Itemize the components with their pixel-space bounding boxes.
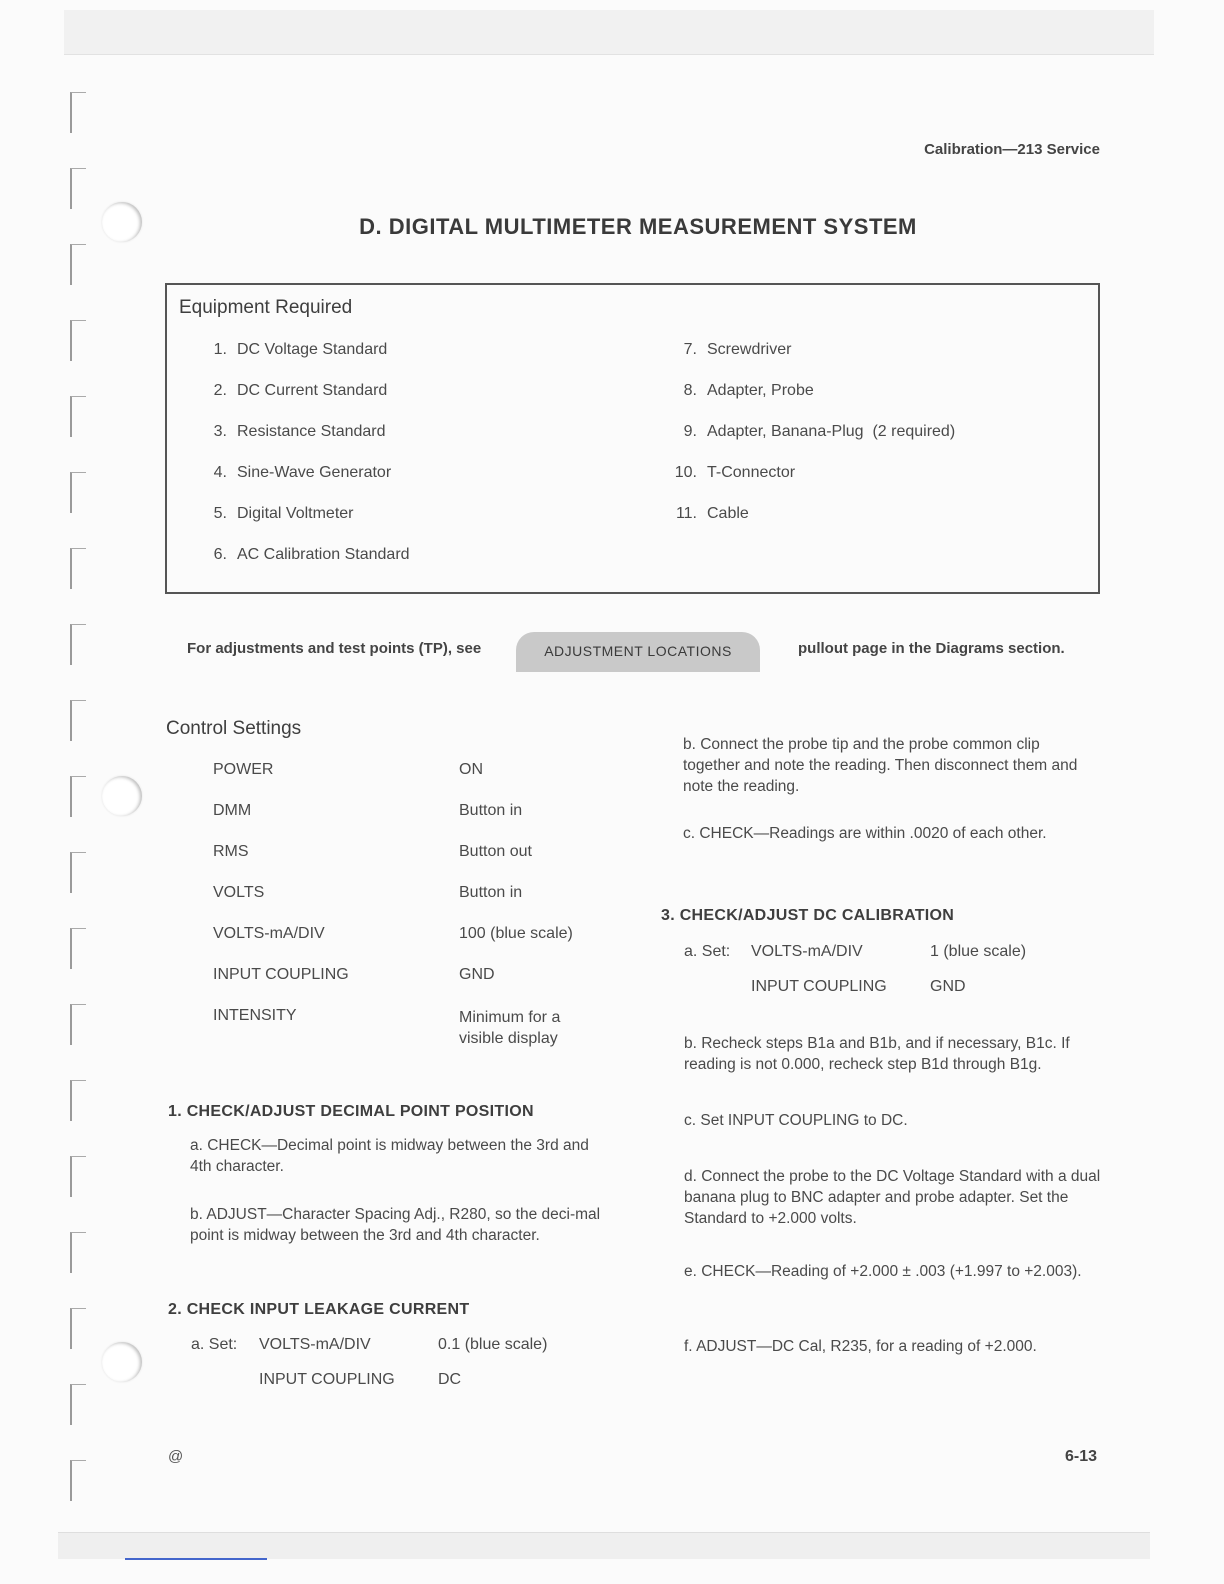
margin-bracket [70,1384,86,1425]
page-number: 6-13 [1064,1448,1097,1465]
item-number: 7. [683,341,697,358]
control-settings-title: Control Settings [166,718,302,739]
setting-control: DMM [213,802,252,819]
item-number: 9. [683,423,697,440]
margin-bracket [70,548,86,589]
equipment-title: Equipment Required [179,297,353,318]
footer-symbol: @ [168,1448,184,1465]
step3-set-label: a. Set: [684,943,731,960]
setting-control: VOLTS-mA/DIV [213,925,325,942]
equipment-item [673,464,795,482]
margin-bracket [70,396,86,437]
margin-bracket [70,472,86,513]
margin-bracket [70,624,86,665]
step2-set-label: a. Set: [191,1336,238,1353]
step3-b: b. Recheck steps B1a and B1b, and if necessary, B1c. If reading is not 0.000, recheck step B1d through B1g. [684,1035,1070,1073]
equipment-item [673,505,749,523]
margin-bracket [70,1308,86,1349]
margin-bracket [70,1080,86,1121]
item-number: 4. [213,464,227,481]
adjustment-prefix-text: For adjustments and test points (TP), see [187,640,482,657]
equipment-item [203,546,410,564]
equipment-item [673,341,791,359]
item-number: 5. [213,505,227,522]
margin-bracket [70,1004,86,1045]
margin-bracket [70,92,86,133]
item-number: 8. [683,382,697,399]
item-label: Screwdriver [707,341,792,358]
equipment-item [203,382,387,400]
equipment-item [673,382,814,400]
adjustment-suffix-text: pullout page in the Diagrams section. [798,640,1065,657]
step1-b: b. ADJUST—Character Spacing Adj., R280, so the deci-mal point is midway between the 3rd and 4th character. [190,1206,601,1244]
step1-a: a. CHECK—Decimal point is midway between the 3rd and 4th character. [190,1137,589,1175]
step3-e: e. CHECK—Reading of +2.000 ± .003 (+1.997 to +2.003). [684,1263,1082,1280]
setting-value: Button in [459,802,523,819]
item-label: DC Voltage Standard [237,341,388,358]
equipment-item [203,464,391,482]
equipment-item [203,505,354,523]
step1-heading: 1. CHECK/ADJUST DECIMAL POINT POSITION [168,1103,534,1120]
margin-bracket [70,244,86,285]
setting-control: VOLTS [213,884,265,901]
equipment-item [203,341,387,359]
setting-control: INTENSITY [213,1007,297,1024]
margin-bracket [70,168,86,209]
item-label: Digital Voltmeter [237,505,354,522]
item-number: 10. [674,464,697,481]
step3-f: f. ADJUST—DC Cal, R235, for a reading of +2.000. [684,1338,1037,1355]
step3-value-1: 1 (blue scale) [930,943,1027,960]
step3-value-2: GND [930,978,966,995]
margin-bracket [70,700,86,741]
setting-value: ON [459,761,483,778]
item-label: DC Current Standard [237,382,388,399]
item-number: 11. [675,505,697,522]
scan-bottom-band [58,1532,1150,1559]
step2-b: b. Connect the probe tip and the probe common clip together and note the reading. Then disconnect them and note the reading. [683,736,1078,795]
equipment-item [203,423,386,441]
step3-control-2: INPUT COUPLING [751,978,887,995]
running-head: Calibration—213 Service [924,141,1100,158]
item-label: Adapter, Probe [707,382,814,399]
item-label: Sine-Wave Generator [237,464,392,481]
item-number: 2. [213,382,227,399]
item-label: Cable [707,505,749,522]
page-title: D. DIGITAL MULTIMETER MEASUREMENT SYSTEM [359,214,917,239]
item-label: Adapter, Banana-Plug (2 required) [707,423,956,440]
step3-d: d. Connect the probe to the DC Voltage Standard with a dual banana plug to BNC adapter and probe adapter. Set the Standard to +2.000 volts. [684,1168,1101,1227]
item-label: AC Calibration Standard [237,546,410,563]
margin-bracket [70,928,86,969]
setting-control: INPUT COUPLING [213,966,349,983]
step3-heading: 3. CHECK/ADJUST DC CALIBRATION [661,907,955,924]
item-number: 6. [213,546,227,563]
step2-c: c. CHECK—Readings are within .0020 of each other. [683,825,1047,842]
margin-bracket [70,776,86,817]
setting-value: Minimum for a visible display [459,1009,561,1047]
step2-value-1: 0.1 (blue scale) [438,1336,548,1353]
item-number: 3. [213,423,227,440]
binder-hole [102,1342,142,1382]
item-label: T-Connector [707,464,796,481]
scan-bottom-line [125,1558,267,1560]
setting-value: Button out [459,843,532,860]
setting-value: Button in [459,884,523,901]
equipment-box [165,283,1100,594]
step2-value-2: DC [438,1371,462,1388]
equipment-item [673,423,955,441]
item-number: 1. [213,341,227,358]
scan-top-band [64,10,1154,55]
margin-bracket [70,1156,86,1197]
margin-bracket [70,320,86,361]
step2-control-1: VOLTS-mA/DIV [259,1336,371,1353]
step2-control-2: INPUT COUPLING [259,1371,395,1388]
step2-heading: 2. CHECK INPUT LEAKAGE CURRENT [168,1301,470,1318]
margin-bracket [70,852,86,893]
item-label: Resistance Standard [237,423,386,440]
adjustment-locations-tab[interactable]: ADJUSTMENT LOCATIONS [516,632,760,672]
setting-control: POWER [213,761,274,778]
binder-hole [102,776,142,816]
margin-bracket [70,1460,86,1501]
setting-value: 100 (blue scale) [459,925,573,942]
step3-c: c. Set INPUT COUPLING to DC. [684,1112,908,1129]
margin-bracket [70,1232,86,1273]
step3-control-1: VOLTS-mA/DIV [751,943,863,960]
setting-control: RMS [213,843,249,860]
setting-value: GND [459,966,495,983]
